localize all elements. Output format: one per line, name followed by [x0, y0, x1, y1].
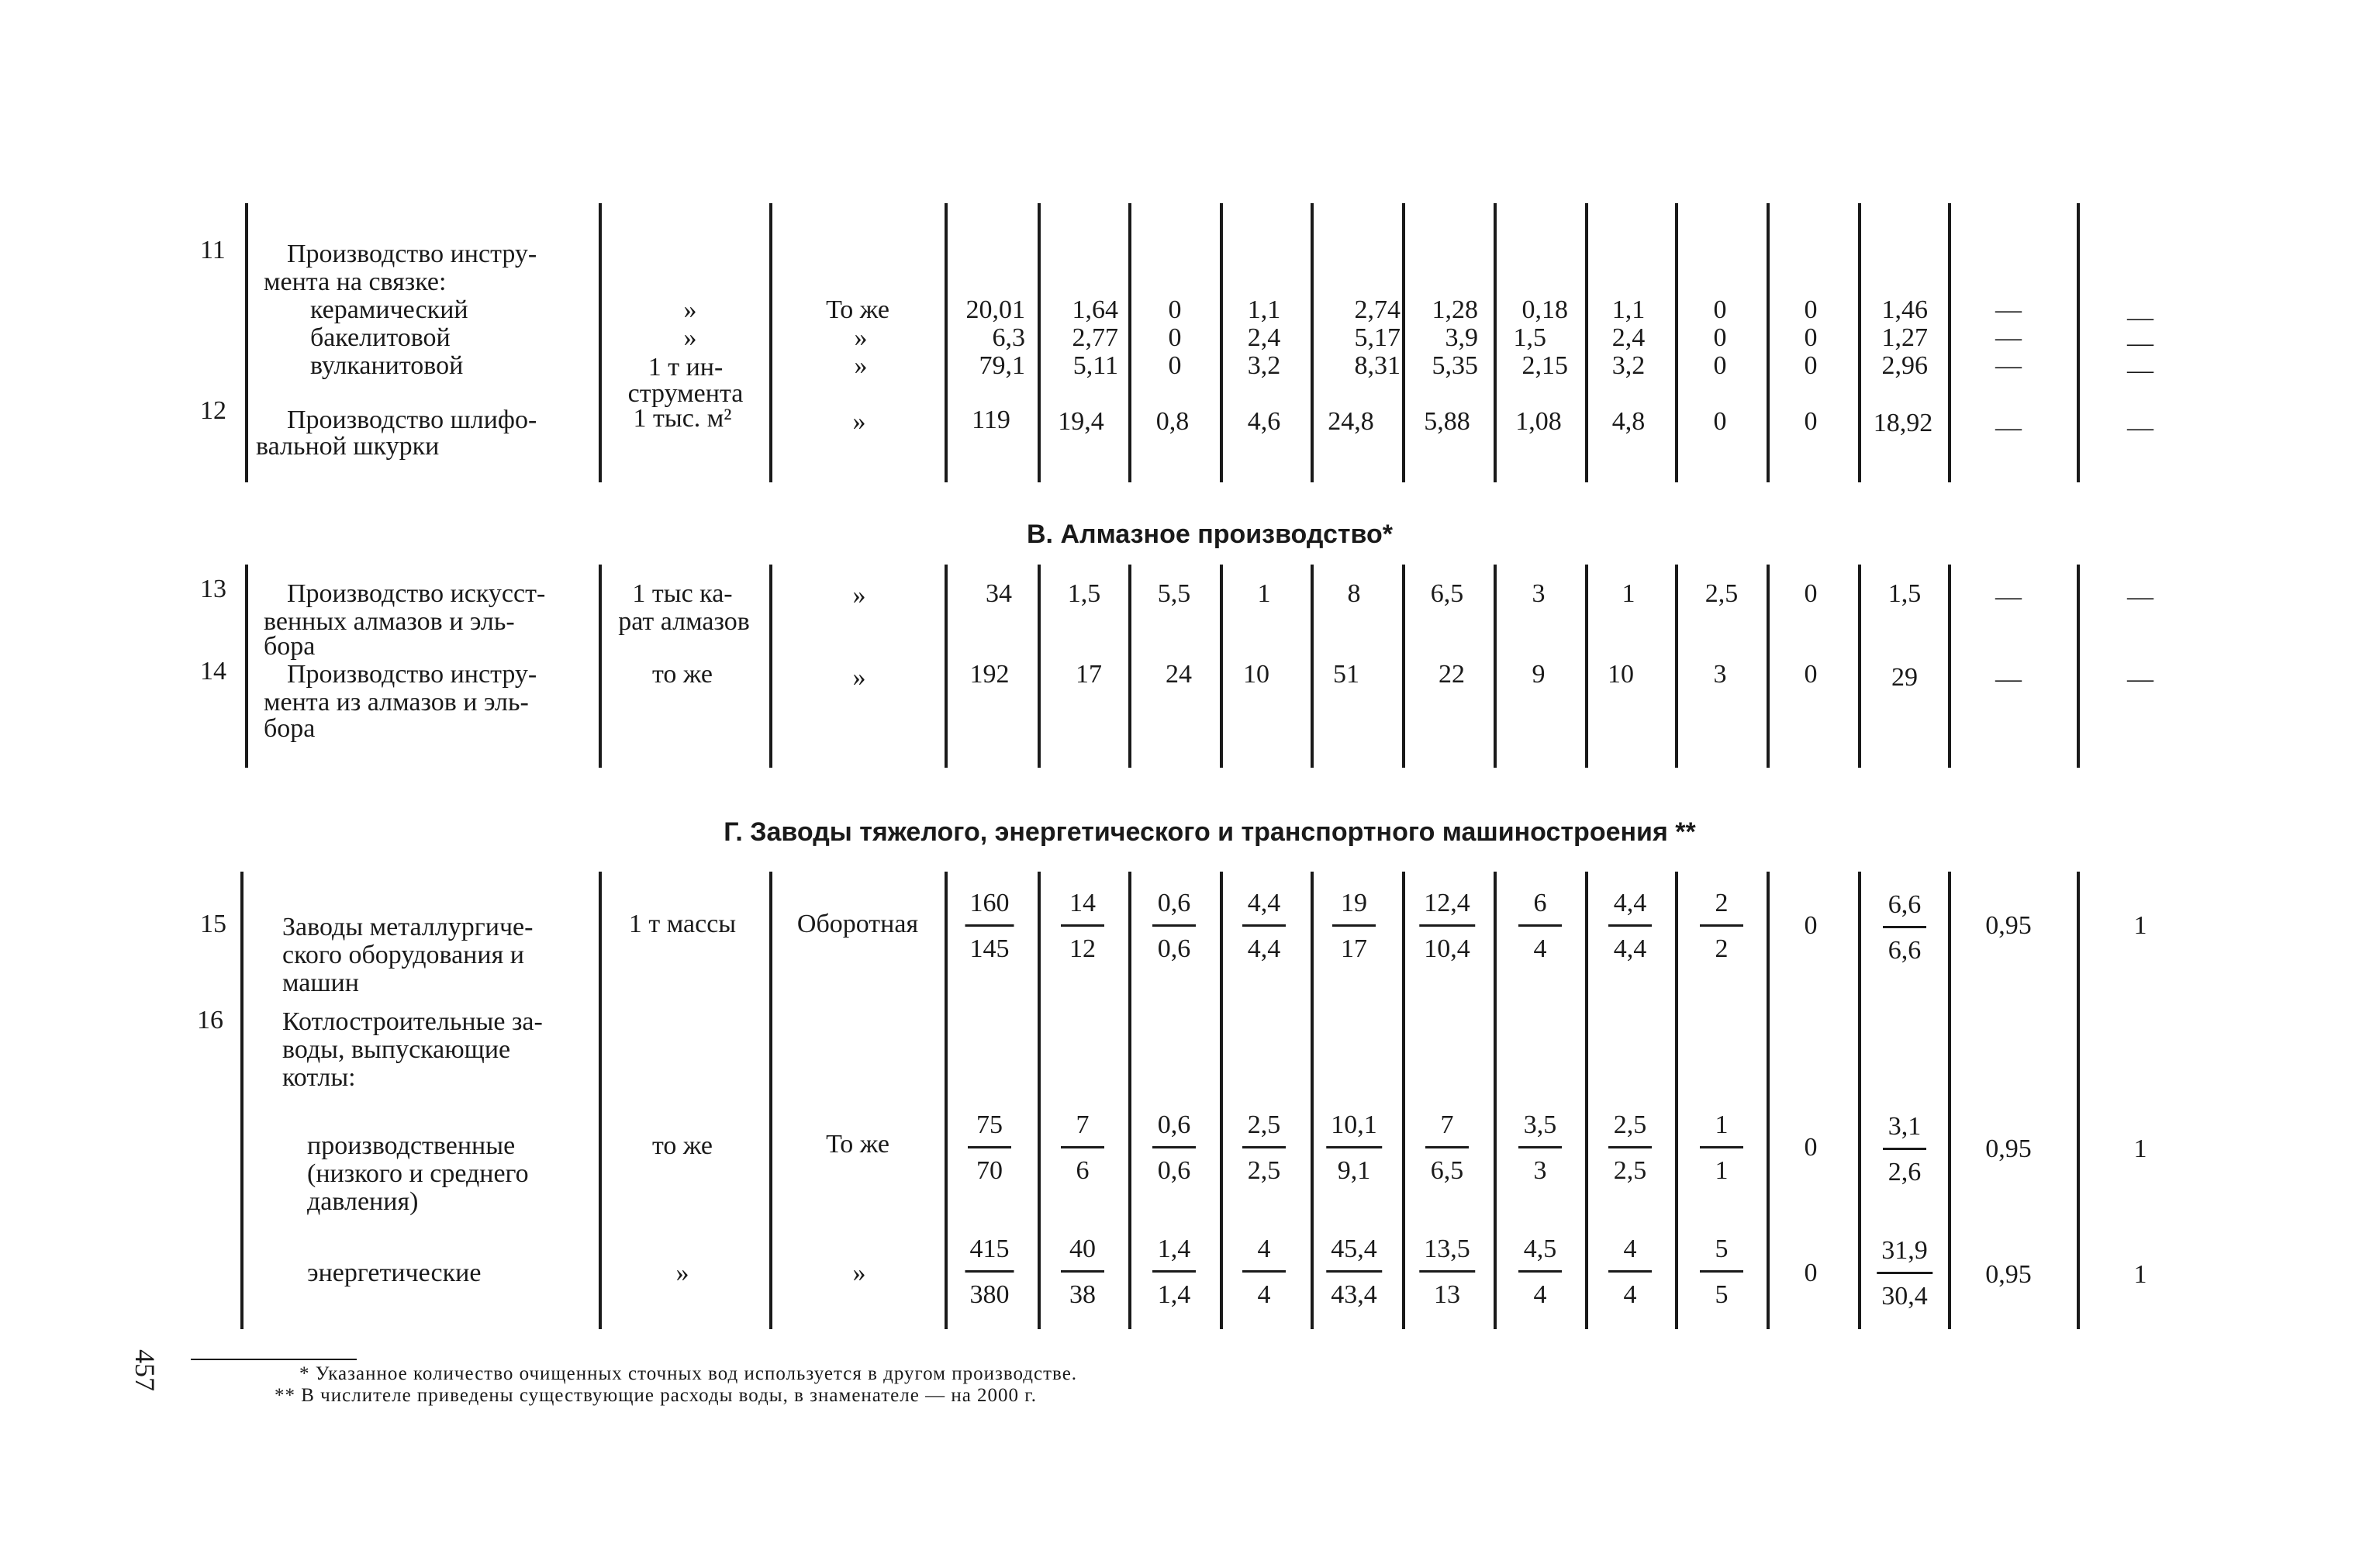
- unit-cell: 1 т массы: [628, 910, 737, 938]
- denominator: 30,4: [1881, 1282, 1928, 1311]
- coefficient-cell: 0,95: [1985, 1135, 2032, 1163]
- sub-item-name: энергетические: [307, 1259, 482, 1287]
- row-name: Заводы металлургиче-: [282, 913, 534, 941]
- numerator: 10,1: [1326, 1110, 1382, 1148]
- value-cell: 1: [1257, 579, 1271, 608]
- value-cell: 10: [1243, 660, 1269, 689]
- value-cell: 29: [1891, 663, 1918, 692]
- sub-item-name: производственные: [307, 1131, 516, 1160]
- value-cell: 8: [1347, 579, 1361, 608]
- denominator: 145: [969, 934, 1010, 963]
- denominator: 2,5: [1613, 1156, 1647, 1185]
- numerator: 45,4: [1326, 1235, 1382, 1273]
- numerator: 1: [1700, 1110, 1743, 1148]
- fraction-cell: [1061, 1235, 1104, 1310]
- denominator: 38: [1069, 1280, 1096, 1309]
- numerator: 4: [1242, 1235, 1286, 1273]
- denominator: 5: [1715, 1280, 1729, 1309]
- value-cell: 119: [972, 406, 1010, 434]
- fraction-cell: [1061, 889, 1104, 964]
- numerator: 14: [1061, 889, 1104, 927]
- fraction-cell: [965, 889, 1014, 964]
- value-cell: 0,8: [1155, 407, 1190, 436]
- value-cell: 3: [1532, 579, 1546, 608]
- row-name: венных алмазов и эль-: [264, 607, 515, 636]
- value-cell: 6,3: [992, 323, 1025, 352]
- row-number: 16: [197, 1006, 223, 1034]
- value-cell: 3,2: [1247, 351, 1281, 380]
- page-number: 457: [130, 1349, 161, 1391]
- col-rule: [1675, 872, 1678, 1329]
- coefficient-cell: 1: [2133, 1260, 2147, 1289]
- value-cell: 0,18: [1521, 295, 1568, 324]
- unit-cell: 1 тыс ка-: [632, 579, 733, 608]
- value-cell: 1,64: [1072, 295, 1118, 324]
- denominator: 4: [1257, 1280, 1271, 1309]
- regime-cell: »: [852, 581, 866, 610]
- col-rule: [1402, 565, 1405, 768]
- unit-cell: »: [675, 1259, 689, 1287]
- denominator: 4,4: [1247, 934, 1281, 963]
- value-cell: 8,31: [1354, 351, 1401, 380]
- regime-cell: То же: [826, 295, 889, 324]
- value-cell: 1: [1622, 579, 1635, 608]
- coefficient-cell: 1: [2133, 911, 2147, 940]
- row-name: Производство инстру-: [287, 660, 537, 689]
- fraction-cell: [1419, 1235, 1475, 1310]
- value-cell: 3,9: [1445, 323, 1478, 352]
- fraction-cell: [1700, 1110, 1743, 1186]
- numerator: 7: [1425, 1110, 1469, 1148]
- denominator: 380: [969, 1280, 1010, 1309]
- denominator: 2,5: [1247, 1156, 1281, 1185]
- col-rule: [945, 565, 948, 768]
- value-cell: 22: [1439, 660, 1465, 689]
- dash-cell: —: [2127, 329, 2153, 357]
- sub-item-name: вулканитовой: [310, 351, 464, 380]
- fraction-cell: [1419, 889, 1475, 964]
- row-name: Производство искусст-: [287, 579, 546, 608]
- col-rule: [1585, 565, 1588, 768]
- col-rule: [1128, 203, 1131, 482]
- fraction-cell: [968, 1110, 1011, 1186]
- row-name: мента на связке:: [264, 268, 447, 296]
- col-rule: [1311, 203, 1314, 482]
- numerator: 31,9: [1877, 1236, 1932, 1274]
- value-cell: 4,6: [1247, 407, 1281, 436]
- col-rule: [1767, 872, 1770, 1329]
- fraction-cell: [1700, 889, 1743, 964]
- dash-cell: —: [1995, 665, 2022, 693]
- numerator: 415: [965, 1235, 1014, 1273]
- denominator: 6,6: [1888, 936, 1922, 965]
- value-cell: 0: [1804, 1133, 1818, 1162]
- row-number: 14: [200, 657, 226, 686]
- numerator: 160: [965, 889, 1014, 927]
- denominator: 70: [976, 1156, 1003, 1185]
- col-rule: [1311, 565, 1314, 768]
- fraction-cell: [1518, 1235, 1562, 1310]
- coefficient-cell: 1: [2133, 1135, 2147, 1163]
- numerator: 4,4: [1242, 889, 1286, 927]
- value-cell: 34: [986, 579, 1012, 608]
- row-name: воды, выпускающие: [282, 1035, 511, 1064]
- row-name: машин: [282, 969, 359, 997]
- value-cell: 1,28: [1432, 295, 1478, 324]
- col-rule: [1948, 565, 1951, 768]
- value-cell: 4,8: [1611, 407, 1646, 436]
- denominator: 10,4: [1424, 934, 1470, 963]
- col-rule: [1585, 872, 1588, 1329]
- value-cell: 10: [1608, 660, 1634, 689]
- unit-cell: то же: [651, 1131, 713, 1160]
- sub-item-name: (низкого и среднего: [307, 1159, 529, 1188]
- numerator: 7: [1061, 1110, 1104, 1148]
- dash-cell: —: [1995, 413, 2022, 442]
- fraction-cell: [1883, 890, 1926, 965]
- row-number: 12: [200, 396, 226, 425]
- value-cell: 1,5: [1513, 323, 1546, 352]
- value-cell: 1,46: [1881, 295, 1928, 324]
- col-rule: [1311, 872, 1314, 1329]
- sub-item-name: давления): [307, 1187, 419, 1216]
- col-rule: [1038, 872, 1041, 1329]
- coefficient-cell: 0,95: [1985, 911, 2032, 940]
- denominator: 3: [1533, 1156, 1547, 1185]
- fraction-cell: [1152, 1110, 1196, 1186]
- footnote-rule: [191, 1359, 357, 1360]
- numerator: 4: [1608, 1235, 1652, 1273]
- fraction-cell: [1326, 1235, 1382, 1310]
- dash-cell: —: [1995, 323, 2022, 352]
- value-cell: 2,74: [1354, 295, 1401, 324]
- col-rule: [1402, 872, 1405, 1329]
- denominator: 2: [1715, 934, 1729, 963]
- denominator: 4: [1533, 1280, 1547, 1309]
- numerator: 3,5: [1518, 1110, 1562, 1148]
- numerator: 40: [1061, 1235, 1104, 1273]
- fraction-cell: [1877, 1236, 1932, 1311]
- value-cell: 2,15: [1521, 351, 1568, 380]
- col-rule: [1585, 203, 1588, 482]
- regime-cell: »: [854, 323, 868, 352]
- value-cell: 0: [1713, 351, 1727, 380]
- fraction-cell: [1883, 1112, 1926, 1187]
- col-rule: [1038, 203, 1041, 482]
- value-cell: 18,92: [1873, 409, 1933, 437]
- unit-cell: то же: [651, 660, 713, 689]
- fraction-cell: [1332, 889, 1376, 964]
- row-name: ского оборудования и: [282, 941, 524, 969]
- value-cell: 1,5: [1067, 579, 1101, 608]
- col-rule: [1494, 203, 1497, 482]
- regime-cell: »: [852, 407, 866, 436]
- section-heading: Г. Заводы тяжелого, энергетического и транспортного машиностроения **: [724, 817, 1696, 847]
- col-rule: [1948, 872, 1951, 1329]
- value-cell: 5,11: [1072, 351, 1118, 380]
- value-cell: 0: [1713, 323, 1727, 352]
- numerator: 3,1: [1883, 1112, 1926, 1150]
- numerator: 12,4: [1419, 889, 1475, 927]
- denominator: 13: [1434, 1280, 1460, 1309]
- numerator: 4,4: [1608, 889, 1652, 927]
- fraction-cell: [1608, 889, 1652, 964]
- value-cell: 0: [1713, 295, 1727, 324]
- fraction-cell: [1700, 1235, 1743, 1310]
- numerator: 0,6: [1152, 1110, 1196, 1148]
- col-rule: [1948, 203, 1951, 482]
- value-cell: 2,4: [1247, 323, 1281, 352]
- footnote: ** В числителе приведены существующие расходы воды, в знаменателе — на 2000 г.: [275, 1385, 1037, 1406]
- col-rule: [1675, 203, 1678, 482]
- value-cell: 24,8: [1328, 407, 1374, 436]
- col-rule: [2077, 203, 2080, 482]
- value-cell: 3,2: [1611, 351, 1646, 380]
- value-cell: 1,1: [1247, 295, 1281, 324]
- dash-cell: —: [2127, 413, 2153, 442]
- col-rule: [1767, 565, 1770, 768]
- value-cell: 17: [1076, 660, 1102, 689]
- unit-cell: 1 тыс. м²: [633, 404, 732, 433]
- dash-cell: —: [2127, 665, 2153, 693]
- regime-cell: »: [852, 663, 866, 692]
- col-rule: [769, 872, 772, 1329]
- fraction-cell: [1326, 1110, 1382, 1186]
- denominator: 12: [1069, 934, 1096, 963]
- col-rule: [1494, 565, 1497, 768]
- value-cell: 3: [1713, 660, 1727, 689]
- numerator: 75: [968, 1110, 1011, 1148]
- col-rule: [2077, 565, 2080, 768]
- value-cell: 0: [1804, 660, 1818, 689]
- dash-cell: —: [1995, 351, 2022, 380]
- denominator: 1: [1715, 1156, 1729, 1185]
- value-cell: 1,1: [1611, 295, 1646, 324]
- col-rule: [945, 203, 948, 482]
- denominator: 0,6: [1157, 934, 1191, 963]
- dash-cell: —: [2127, 303, 2153, 332]
- value-cell: 51: [1333, 660, 1359, 689]
- value-cell: 0: [1713, 407, 1727, 436]
- numerator: 0,6: [1152, 889, 1196, 927]
- fraction-cell: [1608, 1110, 1652, 1186]
- numerator: 2,5: [1608, 1110, 1652, 1148]
- numerator: 6: [1518, 889, 1562, 927]
- value-cell: 1,5: [1888, 579, 1922, 608]
- col-rule: [1220, 565, 1223, 768]
- value-cell: 6,5: [1430, 579, 1464, 608]
- value-cell: 19,4: [1058, 407, 1104, 436]
- fraction-cell: [1152, 1235, 1196, 1310]
- dash-cell: —: [1995, 295, 2022, 324]
- denominator: 43,4: [1331, 1280, 1377, 1309]
- fraction-cell: [1425, 1110, 1469, 1186]
- row-name: бора: [264, 632, 316, 661]
- denominator: 4: [1533, 934, 1547, 963]
- regime-cell: »: [852, 1259, 866, 1287]
- col-rule: [599, 203, 602, 482]
- value-cell: 1,08: [1515, 407, 1562, 436]
- value-cell: 0: [1168, 323, 1182, 352]
- row-name: Производство шлифо-: [287, 406, 537, 434]
- row-name: Производство инстру-: [287, 240, 537, 268]
- footnote: * Указанное количество очищенных сточных вод используется в другом производстве.: [299, 1363, 1078, 1384]
- value-cell: 192: [969, 660, 1010, 689]
- value-cell: 0: [1804, 407, 1818, 436]
- denominator: 2,6: [1888, 1158, 1922, 1186]
- value-cell: 20,01: [965, 295, 1025, 324]
- sub-item-name: бакелитовой: [310, 323, 451, 352]
- denominator: 17: [1341, 934, 1367, 963]
- section-heading: В. Алмазное производство*: [1027, 520, 1393, 549]
- col-rule: [1494, 872, 1497, 1329]
- col-rule: [1220, 203, 1223, 482]
- col-rule: [599, 565, 602, 768]
- value-cell: 2,77: [1072, 323, 1118, 352]
- regime-cell: Оборотная: [796, 910, 919, 938]
- row-name: мента из алмазов и эль-: [264, 688, 529, 717]
- col-rule: [1038, 565, 1041, 768]
- value-cell: 0: [1804, 1259, 1818, 1287]
- col-rule: [1858, 872, 1861, 1329]
- numerator: 5: [1700, 1235, 1743, 1273]
- col-rule: [1767, 203, 1770, 482]
- row-number: 15: [200, 910, 226, 938]
- value-cell: 5,88: [1424, 407, 1470, 436]
- unit-cell: струмента: [627, 379, 744, 408]
- numerator: 13,5: [1419, 1235, 1475, 1273]
- numerator: 1,4: [1152, 1235, 1196, 1273]
- fraction-cell: [1608, 1235, 1652, 1310]
- col-rule: [240, 872, 243, 1329]
- row-name: Котлостроительные за-: [282, 1007, 543, 1036]
- value-cell: 2,4: [1611, 323, 1646, 352]
- coefficient-cell: 0,95: [1985, 1260, 2032, 1289]
- denominator: 9,1: [1337, 1156, 1371, 1185]
- fraction-cell: [1518, 889, 1562, 964]
- unit-cell: 1 т ин-: [648, 353, 724, 382]
- numerator: 2: [1700, 889, 1743, 927]
- col-rule: [245, 203, 248, 482]
- col-rule: [1128, 872, 1131, 1329]
- numerator: 2,5: [1242, 1110, 1286, 1148]
- row-number: 11: [200, 236, 226, 264]
- col-rule: [1858, 203, 1861, 482]
- value-cell: 1,27: [1881, 323, 1928, 352]
- numerator: 6,6: [1883, 890, 1926, 928]
- value-cell: 24: [1166, 660, 1192, 689]
- value-cell: 0: [1168, 351, 1182, 380]
- denominator: 6: [1076, 1156, 1090, 1185]
- value-cell: 9: [1532, 660, 1546, 689]
- denominator: 1,4: [1157, 1280, 1191, 1309]
- regime-cell: »: [854, 351, 868, 380]
- denominator: 4,4: [1613, 934, 1647, 963]
- fraction-cell: [1152, 889, 1196, 964]
- value-cell: 2,5: [1704, 579, 1739, 608]
- value-cell: 2,96: [1881, 351, 1928, 380]
- row-name: вальной шкурки: [256, 432, 440, 461]
- col-rule: [1402, 203, 1405, 482]
- col-rule: [245, 565, 248, 768]
- row-name: котлы:: [282, 1063, 356, 1092]
- fraction-cell: [1242, 889, 1286, 964]
- fraction-cell: [965, 1235, 1014, 1310]
- value-cell: 0: [1804, 351, 1818, 380]
- unit-cell: »: [683, 295, 697, 324]
- unit-cell: рат алмазов: [618, 607, 750, 636]
- value-cell: 5,5: [1157, 579, 1191, 608]
- numerator: 4,5: [1518, 1235, 1562, 1273]
- col-rule: [945, 872, 948, 1329]
- dash-cell: —: [2127, 356, 2153, 385]
- value-cell: 0: [1804, 295, 1818, 324]
- row-name: бора: [264, 714, 316, 743]
- dash-cell: —: [2127, 582, 2153, 611]
- col-rule: [1128, 565, 1131, 768]
- value-cell: 0: [1168, 295, 1182, 324]
- denominator: 6,5: [1430, 1156, 1464, 1185]
- col-rule: [1675, 565, 1678, 768]
- unit-cell: »: [683, 323, 697, 352]
- sub-item-name: керамический: [310, 295, 468, 324]
- denominator: 4: [1623, 1280, 1637, 1309]
- row-number: 13: [200, 575, 226, 603]
- fraction-cell: [1518, 1110, 1562, 1186]
- col-rule: [769, 203, 772, 482]
- dash-cell: —: [1995, 582, 2022, 611]
- col-rule: [2077, 872, 2080, 1329]
- col-rule: [1220, 872, 1223, 1329]
- value-cell: 0: [1804, 323, 1818, 352]
- value-cell: 5,17: [1354, 323, 1401, 352]
- fraction-cell: [1242, 1110, 1286, 1186]
- value-cell: 0: [1804, 911, 1818, 940]
- col-rule: [599, 872, 602, 1329]
- numerator: 19: [1332, 889, 1376, 927]
- value-cell: 79,1: [979, 351, 1025, 380]
- value-cell: 0: [1804, 579, 1818, 608]
- regime-cell: То же: [826, 1130, 889, 1159]
- fraction-cell: [1242, 1235, 1286, 1310]
- denominator: 0,6: [1157, 1156, 1191, 1185]
- fraction-cell: [1061, 1110, 1104, 1186]
- value-cell: 5,35: [1432, 351, 1478, 380]
- col-rule: [769, 565, 772, 768]
- col-rule: [1858, 565, 1861, 768]
